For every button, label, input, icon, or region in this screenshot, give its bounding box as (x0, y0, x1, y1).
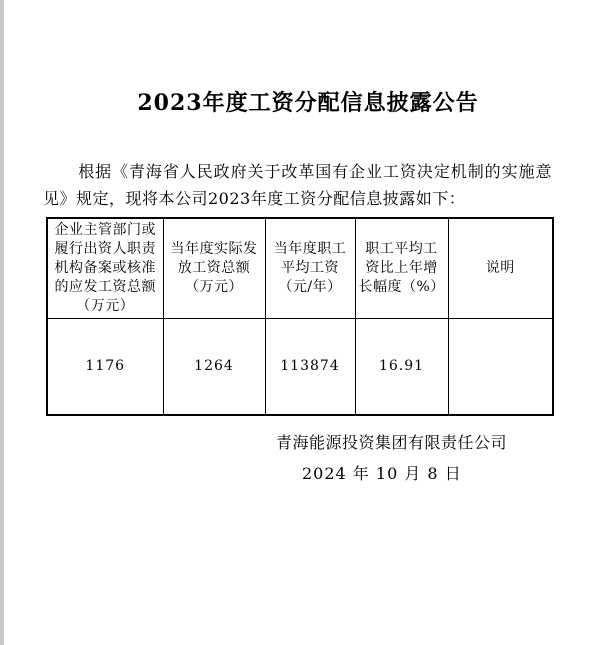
table-header-cell-remarks: 说明 (448, 218, 553, 319)
table-header-cell-actual-total: 当年度实际发放工资总额（万元） (163, 218, 265, 319)
table-cell-remarks (448, 319, 553, 416)
table-cell-approved-total: 1176 (47, 319, 163, 416)
table-cell-actual-total: 1264 (163, 319, 265, 416)
table-data-row (47, 319, 553, 416)
table-cell-average-wage: 113874 (265, 319, 355, 416)
signature-company: 青海能源投资集团有限责任公司 (276, 433, 508, 452)
table-header-row (47, 218, 553, 319)
intro-paragraph: 根据《青海省人民政府关于改革国有企业工资决定机制的实施意见》规定，现将本公司2023年度工资分配信息披露如下： (43, 162, 552, 208)
salary-disclosure-table (46, 217, 554, 416)
page-title: 2023年度工资分配信息披露公告 (137, 90, 479, 116)
table-header-cell-approved-total: 企业主管部门或履行出资人职责机构备案或核准的应发工资总额（万元） (47, 218, 163, 319)
signature-date: 2024 年 10 月 8 日 (302, 464, 462, 483)
table-cell-growth-rate: 16.91 (355, 319, 448, 416)
table-header-cell-average-wage: 当年度职工平均工资（元/年） (265, 218, 355, 319)
table-header-cell-growth-rate: 职工平均工资比上年增长幅度（%） (355, 218, 448, 319)
